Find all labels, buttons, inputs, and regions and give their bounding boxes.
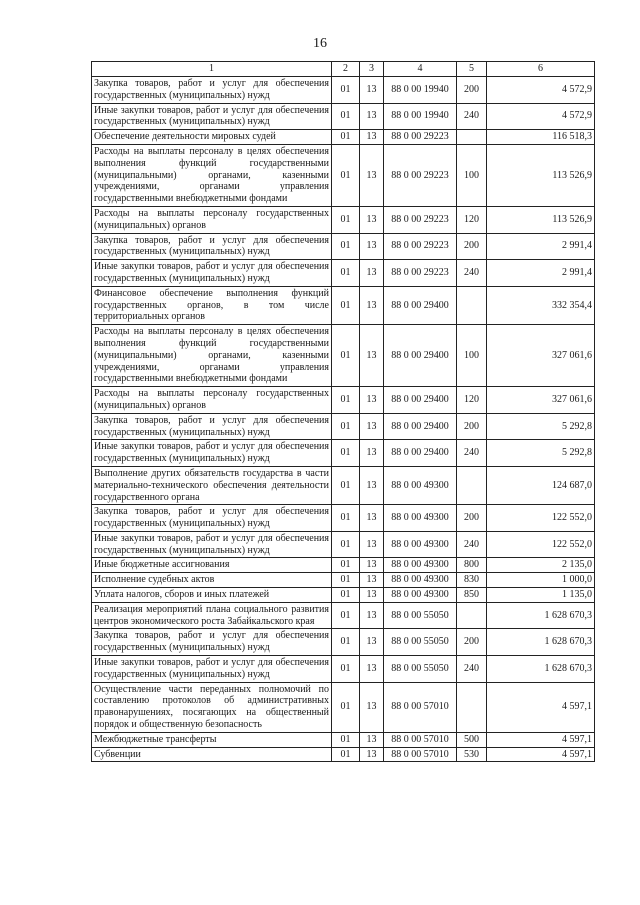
table-row — [92, 413, 595, 440]
table-row — [92, 732, 595, 747]
expense-type-cell: 100 — [457, 144, 487, 206]
expense-type-cell — [457, 466, 487, 504]
subsection-cell: 13 — [360, 413, 384, 440]
expense-type-cell: 240 — [457, 531, 487, 558]
section-cell: 01 — [332, 505, 360, 532]
amount-cell: 332 354,4 — [487, 286, 595, 324]
section-cell: 01 — [332, 144, 360, 206]
row-name-cell: Обеспечение деятельности мировых судей — [92, 130, 332, 145]
amount-cell: 327 061,6 — [487, 387, 595, 414]
subsection-cell: 13 — [360, 103, 384, 130]
target-article-cell: 88 0 00 29400 — [384, 286, 457, 324]
expense-type-cell: 240 — [457, 440, 487, 467]
subsection-cell: 13 — [360, 588, 384, 603]
amount-cell: 327 061,6 — [487, 325, 595, 387]
table-row — [92, 260, 595, 287]
subsection-cell: 13 — [360, 602, 384, 629]
section-cell: 01 — [332, 233, 360, 260]
amount-cell: 2 991,4 — [487, 233, 595, 260]
amount-cell: 113 526,9 — [487, 206, 595, 233]
column-header: 1 — [92, 62, 332, 77]
target-article-cell: 88 0 00 55050 — [384, 629, 457, 656]
amount-cell: 4 572,9 — [487, 77, 595, 104]
section-cell: 01 — [332, 602, 360, 629]
section-cell: 01 — [332, 103, 360, 130]
section-cell: 01 — [332, 260, 360, 287]
subsection-cell: 13 — [360, 732, 384, 747]
subsection-cell: 13 — [360, 387, 384, 414]
row-name-cell: Расходы на выплаты персоналу государственных (муниципальных) органов — [92, 206, 332, 233]
subsection-cell: 13 — [360, 233, 384, 260]
section-cell: 01 — [332, 77, 360, 104]
table-row — [92, 77, 595, 104]
amount-cell: 1 628 670,3 — [487, 602, 595, 629]
section-cell: 01 — [332, 286, 360, 324]
subsection-cell: 13 — [360, 206, 384, 233]
expense-type-cell — [457, 682, 487, 732]
expense-type-cell: 240 — [457, 656, 487, 683]
target-article-cell: 88 0 00 55050 — [384, 602, 457, 629]
table-row — [92, 466, 595, 504]
amount-cell: 4 597,1 — [487, 682, 595, 732]
amount-cell: 1 135,0 — [487, 588, 595, 603]
target-article-cell: 88 0 00 49300 — [384, 466, 457, 504]
table-row — [92, 573, 595, 588]
target-article-cell: 88 0 00 57010 — [384, 732, 457, 747]
subsection-cell: 13 — [360, 286, 384, 324]
table-row — [92, 588, 595, 603]
subsection-cell: 13 — [360, 144, 384, 206]
subsection-cell: 13 — [360, 656, 384, 683]
table-row — [92, 629, 595, 656]
row-name-cell: Иные закупки товаров, работ и услуг для обеспечения государственных (муниципальных) нужд — [92, 260, 332, 287]
expense-type-cell: 830 — [457, 573, 487, 588]
table-row — [92, 656, 595, 683]
target-article-cell: 88 0 00 29400 — [384, 387, 457, 414]
target-article-cell: 88 0 00 29223 — [384, 233, 457, 260]
subsection-cell: 13 — [360, 440, 384, 467]
target-article-cell: 88 0 00 29400 — [384, 440, 457, 467]
row-name-cell: Закупка товаров, работ и услуг для обеспечения государственных (муниципальных) нужд — [92, 77, 332, 104]
amount-cell: 1 000,0 — [487, 573, 595, 588]
expense-type-cell: 200 — [457, 77, 487, 104]
table-row — [92, 387, 595, 414]
expense-type-cell: 120 — [457, 387, 487, 414]
expense-type-cell: 240 — [457, 260, 487, 287]
table-row — [92, 144, 595, 206]
target-article-cell: 88 0 00 29400 — [384, 413, 457, 440]
subsection-cell: 13 — [360, 573, 384, 588]
column-header: 6 — [487, 62, 595, 77]
table-row — [92, 206, 595, 233]
amount-cell: 5 292,8 — [487, 440, 595, 467]
target-article-cell: 88 0 00 49300 — [384, 505, 457, 532]
expense-type-cell: 800 — [457, 558, 487, 573]
row-name-cell: Расходы на выплаты персоналу в целях обеспечения выполнения функций государственными (муниципальными) органами, казенными учреждениями, органами управления государственными внебюджетными фондами — [92, 144, 332, 206]
amount-cell: 4 597,1 — [487, 747, 595, 762]
subsection-cell: 13 — [360, 260, 384, 287]
row-name-cell: Реализация мероприятий плана социального развития центров экономического роста Забайкальского края — [92, 602, 332, 629]
target-article-cell: 88 0 00 57010 — [384, 747, 457, 762]
table-row — [92, 682, 595, 732]
column-header: 5 — [457, 62, 487, 77]
target-article-cell: 88 0 00 57010 — [384, 682, 457, 732]
table-row — [92, 440, 595, 467]
amount-cell: 1 628 670,3 — [487, 656, 595, 683]
subsection-cell: 13 — [360, 77, 384, 104]
target-article-cell: 88 0 00 55050 — [384, 656, 457, 683]
section-cell: 01 — [332, 558, 360, 573]
table-row — [92, 325, 595, 387]
section-cell: 01 — [332, 588, 360, 603]
expense-type-cell: 100 — [457, 325, 487, 387]
table-body — [92, 77, 595, 762]
subsection-cell: 13 — [360, 682, 384, 732]
expense-type-cell: 200 — [457, 413, 487, 440]
section-cell: 01 — [332, 130, 360, 145]
budget-table — [91, 61, 595, 762]
amount-cell: 122 552,0 — [487, 505, 595, 532]
section-cell: 01 — [332, 466, 360, 504]
table-row — [92, 286, 595, 324]
table-row — [92, 747, 595, 762]
target-article-cell: 88 0 00 29400 — [384, 325, 457, 387]
subsection-cell: 13 — [360, 325, 384, 387]
table-row — [92, 558, 595, 573]
row-name-cell: Осуществление части переданных полномочий по составлению протоколов об административных правонарушениях, посягающих на общественный порядок и общественную безопасность — [92, 682, 332, 732]
amount-cell: 2 991,4 — [487, 260, 595, 287]
row-name-cell: Иные закупки товаров, работ и услуг для обеспечения государственных (муниципальных) нужд — [92, 656, 332, 683]
expense-type-cell — [457, 602, 487, 629]
expense-type-cell — [457, 130, 487, 145]
section-cell: 01 — [332, 732, 360, 747]
subsection-cell: 13 — [360, 505, 384, 532]
expense-type-cell: 530 — [457, 747, 487, 762]
amount-cell: 4 572,9 — [487, 103, 595, 130]
row-name-cell: Исполнение судебных актов — [92, 573, 332, 588]
row-name-cell: Финансовое обеспечение выполнения функций государственных органов, в том числе территориальных органов — [92, 286, 332, 324]
row-name-cell: Расходы на выплаты персоналу в целях обеспечения выполнения функций государственными (муниципальными) органами, казенными учреждениями, органами управления государственными внебюджетными фондами — [92, 325, 332, 387]
expense-type-cell — [457, 286, 487, 324]
row-name-cell: Иные закупки товаров, работ и услуг для обеспечения государственных (муниципальных) нужд — [92, 531, 332, 558]
table-row — [92, 602, 595, 629]
expense-type-cell: 500 — [457, 732, 487, 747]
table-row — [92, 130, 595, 145]
row-name-cell: Закупка товаров, работ и услуг для обеспечения государственных (муниципальных) нужд — [92, 505, 332, 532]
expense-type-cell: 240 — [457, 103, 487, 130]
column-number-row — [92, 62, 595, 77]
section-cell: 01 — [332, 629, 360, 656]
section-cell: 01 — [332, 325, 360, 387]
subsection-cell: 13 — [360, 531, 384, 558]
amount-cell: 124 687,0 — [487, 466, 595, 504]
target-article-cell: 88 0 00 29223 — [384, 144, 457, 206]
section-cell: 01 — [332, 682, 360, 732]
section-cell: 01 — [332, 206, 360, 233]
table-row — [92, 103, 595, 130]
section-cell: 01 — [332, 656, 360, 683]
expense-type-cell: 850 — [457, 588, 487, 603]
target-article-cell: 88 0 00 19940 — [384, 77, 457, 104]
row-name-cell: Иные закупки товаров, работ и услуг для обеспечения государственных (муниципальных) нужд — [92, 103, 332, 130]
target-article-cell: 88 0 00 49300 — [384, 573, 457, 588]
row-name-cell: Иные закупки товаров, работ и услуг для обеспечения государственных (муниципальных) нужд — [92, 440, 332, 467]
row-name-cell: Расходы на выплаты персоналу государственных (муниципальных) органов — [92, 387, 332, 414]
expense-type-cell: 200 — [457, 233, 487, 260]
target-article-cell: 88 0 00 29223 — [384, 260, 457, 287]
amount-cell: 113 526,9 — [487, 144, 595, 206]
subsection-cell: 13 — [360, 629, 384, 656]
expense-type-cell: 200 — [457, 629, 487, 656]
target-article-cell: 88 0 00 29223 — [384, 130, 457, 145]
column-header: 3 — [360, 62, 384, 77]
target-article-cell: 88 0 00 29223 — [384, 206, 457, 233]
amount-cell: 122 552,0 — [487, 531, 595, 558]
row-name-cell: Межбюджетные трансферты — [92, 732, 332, 747]
table-row — [92, 505, 595, 532]
amount-cell: 5 292,8 — [487, 413, 595, 440]
amount-cell: 1 628 670,3 — [487, 629, 595, 656]
section-cell: 01 — [332, 531, 360, 558]
row-name-cell: Субвенции — [92, 747, 332, 762]
column-header: 2 — [332, 62, 360, 77]
section-cell: 01 — [332, 413, 360, 440]
table-row — [92, 233, 595, 260]
row-name-cell: Уплата налогов, сборов и иных платежей — [92, 588, 332, 603]
subsection-cell: 13 — [360, 466, 384, 504]
expense-type-cell: 120 — [457, 206, 487, 233]
amount-cell: 2 135,0 — [487, 558, 595, 573]
target-article-cell: 88 0 00 49300 — [384, 588, 457, 603]
target-article-cell: 88 0 00 49300 — [384, 558, 457, 573]
target-article-cell: 88 0 00 49300 — [384, 531, 457, 558]
section-cell: 01 — [332, 573, 360, 588]
subsection-cell: 13 — [360, 558, 384, 573]
section-cell: 01 — [332, 387, 360, 414]
expense-type-cell: 200 — [457, 505, 487, 532]
page-number: 16 — [313, 36, 327, 51]
amount-cell: 116 518,3 — [487, 130, 595, 145]
table-row — [92, 531, 595, 558]
target-article-cell: 88 0 00 19940 — [384, 103, 457, 130]
subsection-cell: 13 — [360, 130, 384, 145]
section-cell: 01 — [332, 747, 360, 762]
row-name-cell: Выполнение других обязательств государства в части материально-технического обеспечения деятельности государственного органа — [92, 466, 332, 504]
section-cell: 01 — [332, 440, 360, 467]
subsection-cell: 13 — [360, 747, 384, 762]
row-name-cell: Закупка товаров, работ и услуг для обеспечения государственных (муниципальных) нужд — [92, 233, 332, 260]
column-header: 4 — [384, 62, 457, 77]
row-name-cell: Закупка товаров, работ и услуг для обеспечения государственных (муниципальных) нужд — [92, 413, 332, 440]
row-name-cell: Иные бюджетные ассигнования — [92, 558, 332, 573]
row-name-cell: Закупка товаров, работ и услуг для обеспечения государственных (муниципальных) нужд — [92, 629, 332, 656]
amount-cell: 4 597,1 — [487, 732, 595, 747]
